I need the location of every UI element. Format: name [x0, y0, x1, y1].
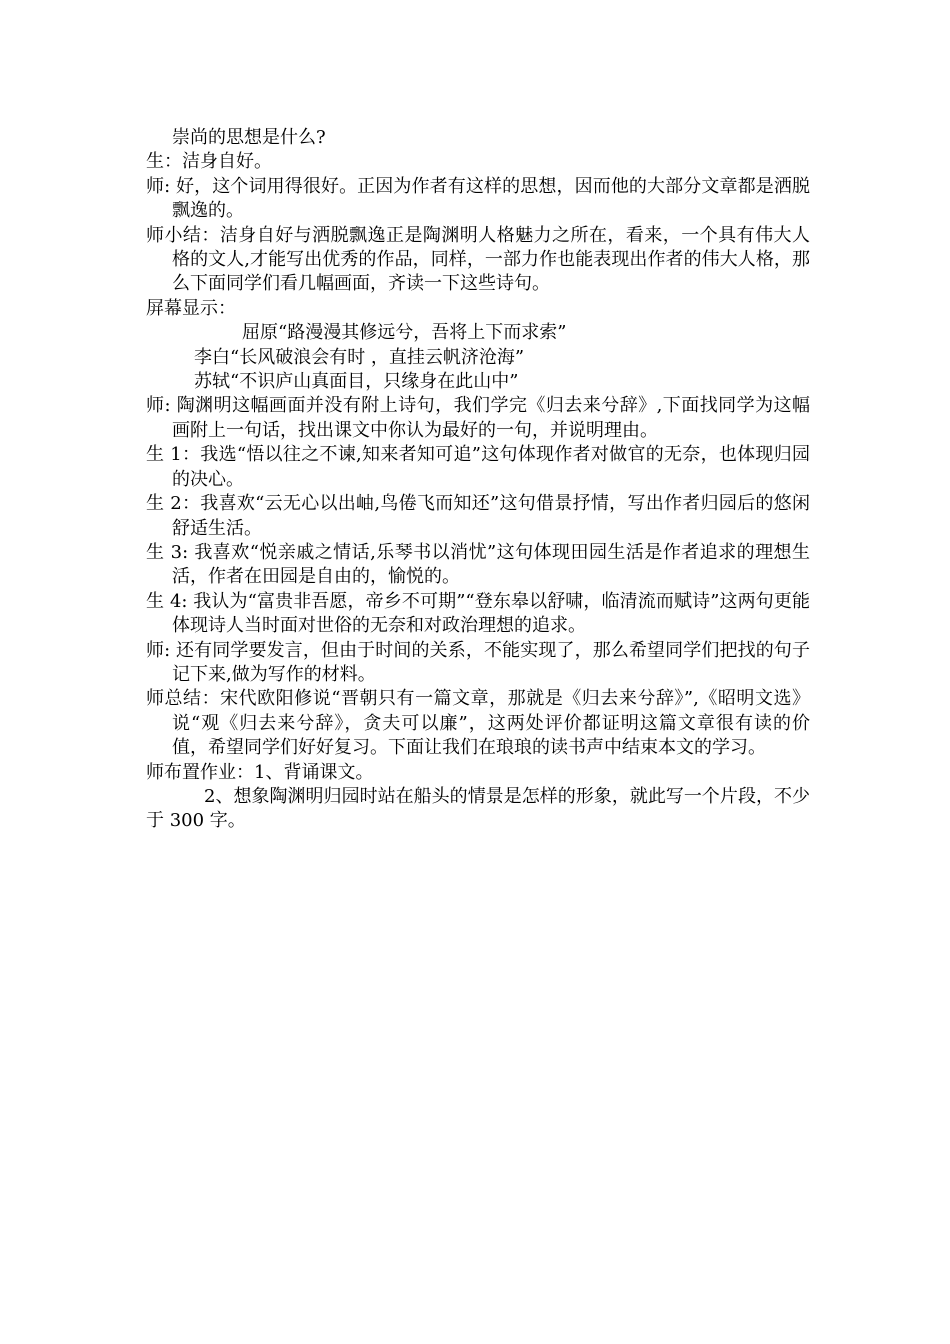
poem-line-libai: 李白“长风破浪会有时 ，直挂云帆济沧海”: [194, 346, 525, 368]
paragraph-student-4: 生 4: 我认为“富贵非吾愿，帝乡不可期”“登东皋以舒啸，临清流而赋诗”这两句更能体现诗人当时面对世俗的无奈和对政治理想的追求。: [146, 590, 810, 637]
paragraph-homework-2: 2、想象陶渊明归园时站在船头的情景是怎样的形象，就此写一个片段，不少于 300 字。: [146, 785, 810, 832]
paragraph-student-2: 生 2：我喜欢“云无心以出岫,鸟倦飞而知还”这句借景抒情，写出作者归园后的悠闲舒适生活。: [146, 493, 810, 539]
paragraph-screen-display-label: 屏幕显示：: [146, 297, 236, 319]
paragraph-question-continuation: 崇尚的思想是什么?: [172, 127, 326, 148]
paragraph-teacher-summary: 师小结：洁身自好与洒脱飘逸正是陶渊明人格魅力之所在，看来，一个具有伟大人格的文人,才能写出优秀的作品，同样，一部力作也能表现出作者的伟大人格，那么下面同学们看几幅画面，齐读一下这些诗句。: [146, 224, 810, 295]
paragraph-teacher-conclusion: 师总结：宋代欧阳修说“晋朝只有一篇文章，那就是《归去来兮辞》”,《昭明文选》说“观《归去来兮辞》，贪夫可以廉”，这两处评价都证明这篇文章很有读的价值，希望同学们好好复习。下面让我们在琅琅的读书声中结束本文的学习。: [146, 688, 810, 759]
paragraph-homework-1: 师布置作业：1、背诵课文。: [146, 761, 374, 783]
paragraph-student-answer: 生：洁身自好。: [146, 151, 272, 173]
paragraph-student-3: 生 3: 我喜欢“悦亲戚之情话,乐琴书以消忧”这句体现田园生活是作者追求的理想生活，作者在田园是自由的，愉悦的。: [146, 541, 810, 588]
paragraph-teacher-prompt: 师: 陶渊明这幅画面并没有附上诗句，我们学完《归去来兮辞》,下面找同学为这幅画附上一句话，找出课文中你认为最好的一句，并说明理由。: [146, 395, 810, 441]
paragraph-teacher-comment: 师: 好，这个词用得很好。正因为作者有这样的思想，因而他的大部分文章都是洒脱飘逸的。: [146, 175, 810, 222]
paragraph-student-1: 生 1：我选“悟以往之不谏,知来者知可追”这句体现作者对做官的无奈，也体现归园的决心。: [146, 444, 810, 490]
document-body: [146, 126, 810, 834]
poem-line-quyuan: 屈原“路漫漫其修远兮，吾将上下而求索”: [242, 322, 567, 344]
paragraph-teacher-closing: 师: 还有同学要发言，但由于时间的关系，不能实现了，那么希望同学们把找的句子记下来,做为写作的材料。: [146, 639, 810, 685]
poem-line-sushi: 苏轼“不识庐山真面目，只缘身在此山中”: [194, 371, 519, 393]
